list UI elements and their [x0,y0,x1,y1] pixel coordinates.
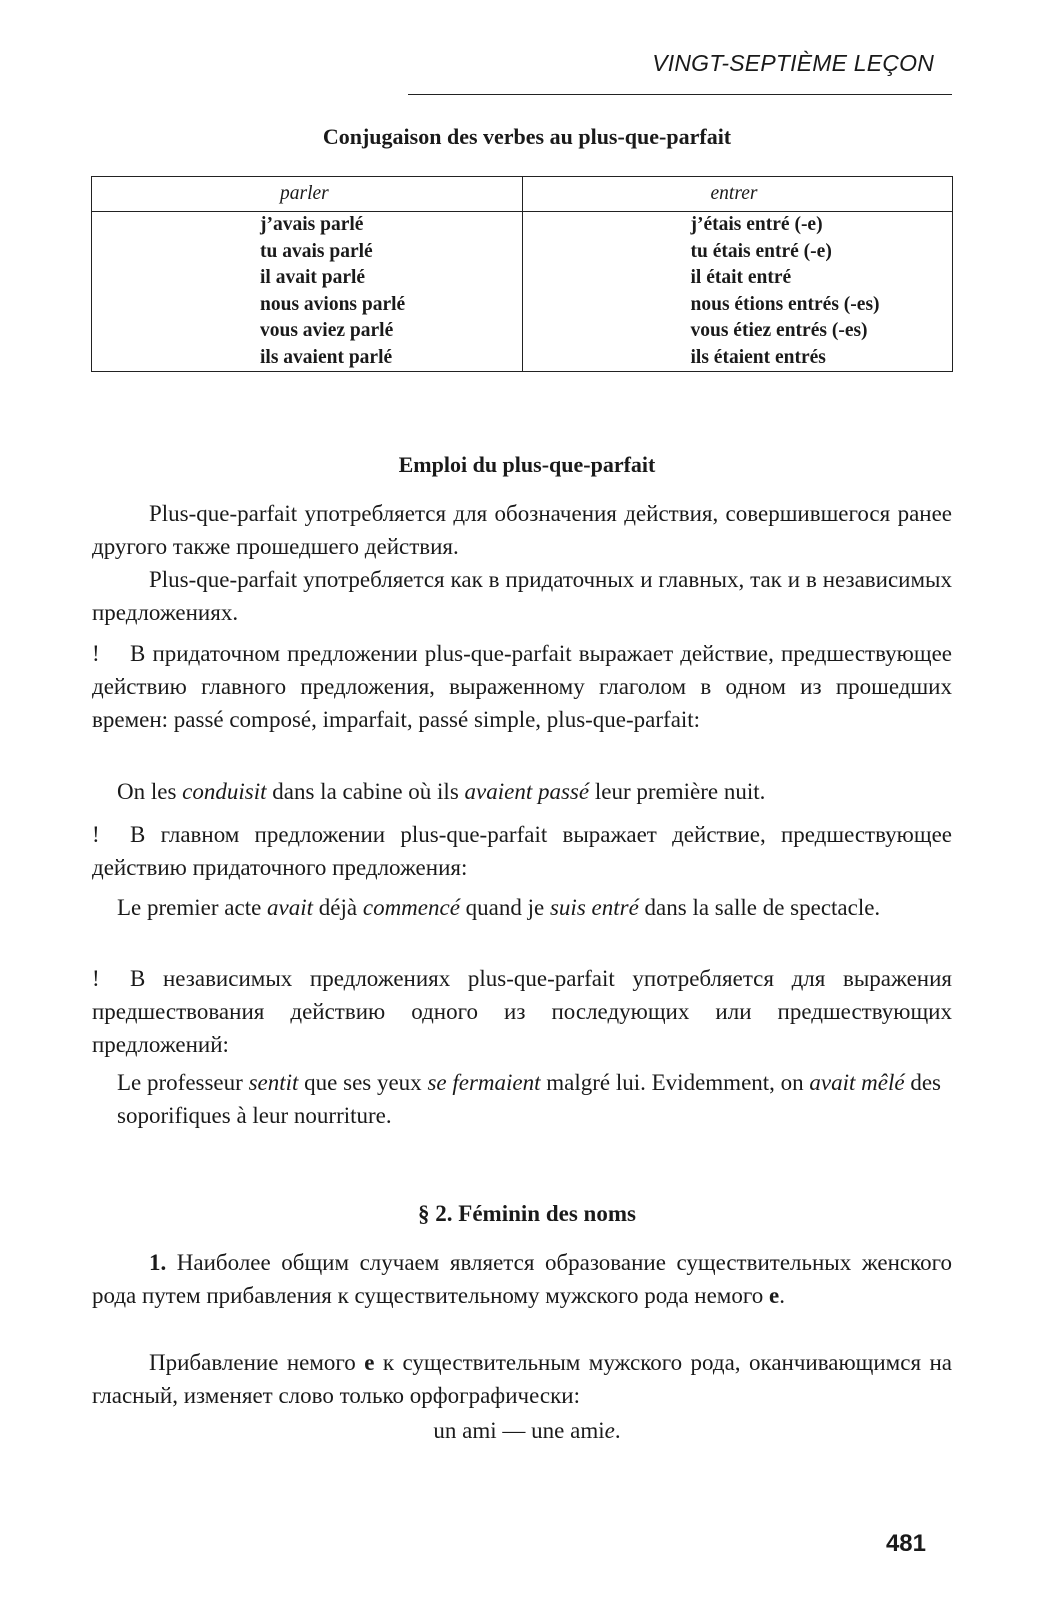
conjugation-form: vous étiez entrés (-es) [690,320,868,341]
conjugation-form: j’étais entré (-e) [690,214,823,235]
table-header-entrer: entrer [522,177,953,212]
example-sentence: Le professeur sentit que ses yeux se fermaient malgré lui. Evidemment, on avait mêlé des soporifiques à leur nourriture. [117,1070,941,1128]
rule-paragraph: ! В главном предложении plus-que-parfait выражает действие, предшествующее действию придаточного предложения: [92,818,952,884]
rule-paragraph: ! В независимых предложениях plus-que-parfait употребляется для выражения предшествования действию одного из последующих или предшествующих предложений: [92,962,952,1061]
conjugation-table [91,176,953,372]
section-heading-emploi: Emploi du plus-que-parfait [398,452,656,477]
paragraph: Прибавление немого e к существительным мужского рода, оканчивающимся на гласный, изменяет слово только орфографически: [92,1350,952,1408]
conjugation-form: nous étions entrés (-es) [690,293,880,315]
rule-paragraph: ! В придаточном предложении plus-que-parfait выражает действие, предшествующее действию главного предложения, выраженному глаголом в одном из прошедших времен: passé composé, imparfait, passé simple, plus-que-parfait: [92,637,952,736]
conjugation-form: il était entré [690,267,792,288]
table-title: Conjugaison des verbes au plus-que-parfait [322,124,732,149]
example-sentence: Le premier acte avait déjà commencé quand je suis entré dans la salle de spectacle. [117,895,881,920]
example-sentence: On les conduisit dans la cabine où ils avaient passé leur première nuit. [117,779,766,804]
section-heading-feminin: § 2. Féminin des noms [418,1201,636,1226]
conjugation-form: ils avaient parlé [260,346,393,368]
conjugation-form: vous aviez parlé [260,320,394,341]
table-cell-parler [92,212,523,372]
exclamation-mark: ! [92,641,100,666]
table-header-parler: parler [92,177,523,212]
conjugation-form: j’avais parlé [260,214,364,235]
paragraph: Plus-que-parfait употребляется как в придаточных и главных, так и в независимых предложениях. [92,567,952,625]
table-cell-entrer [522,212,953,372]
conjugation-form: nous avions parlé [260,293,406,315]
exclamation-mark: ! [92,822,100,847]
paragraph: Plus-que-parfait употребляется для обозначения действия, совершившегося ранее другого также прошедшего действия. [92,501,952,559]
table-header-row [92,177,953,212]
conjugation-form: ils étaient entrés [690,346,826,368]
header-rule [408,94,952,95]
conjugation-form: il avait parlé [260,267,366,288]
example-ami: un ami — une amie. [433,1418,621,1443]
running-title: VINGT-SEPTIÈME LEÇON [652,50,934,76]
exclamation-mark: ! [92,966,100,991]
paragraph: 1. Наиболее общим случаем является образование существительных женского рода путем прибавления к существительному мужского рода немого e. [92,1250,952,1308]
conjugation-form: tu étais entré (-e) [690,240,832,262]
table-row [92,212,953,372]
conjugation-form: tu avais parlé [260,240,373,262]
page-number: 481 [885,1530,926,1557]
